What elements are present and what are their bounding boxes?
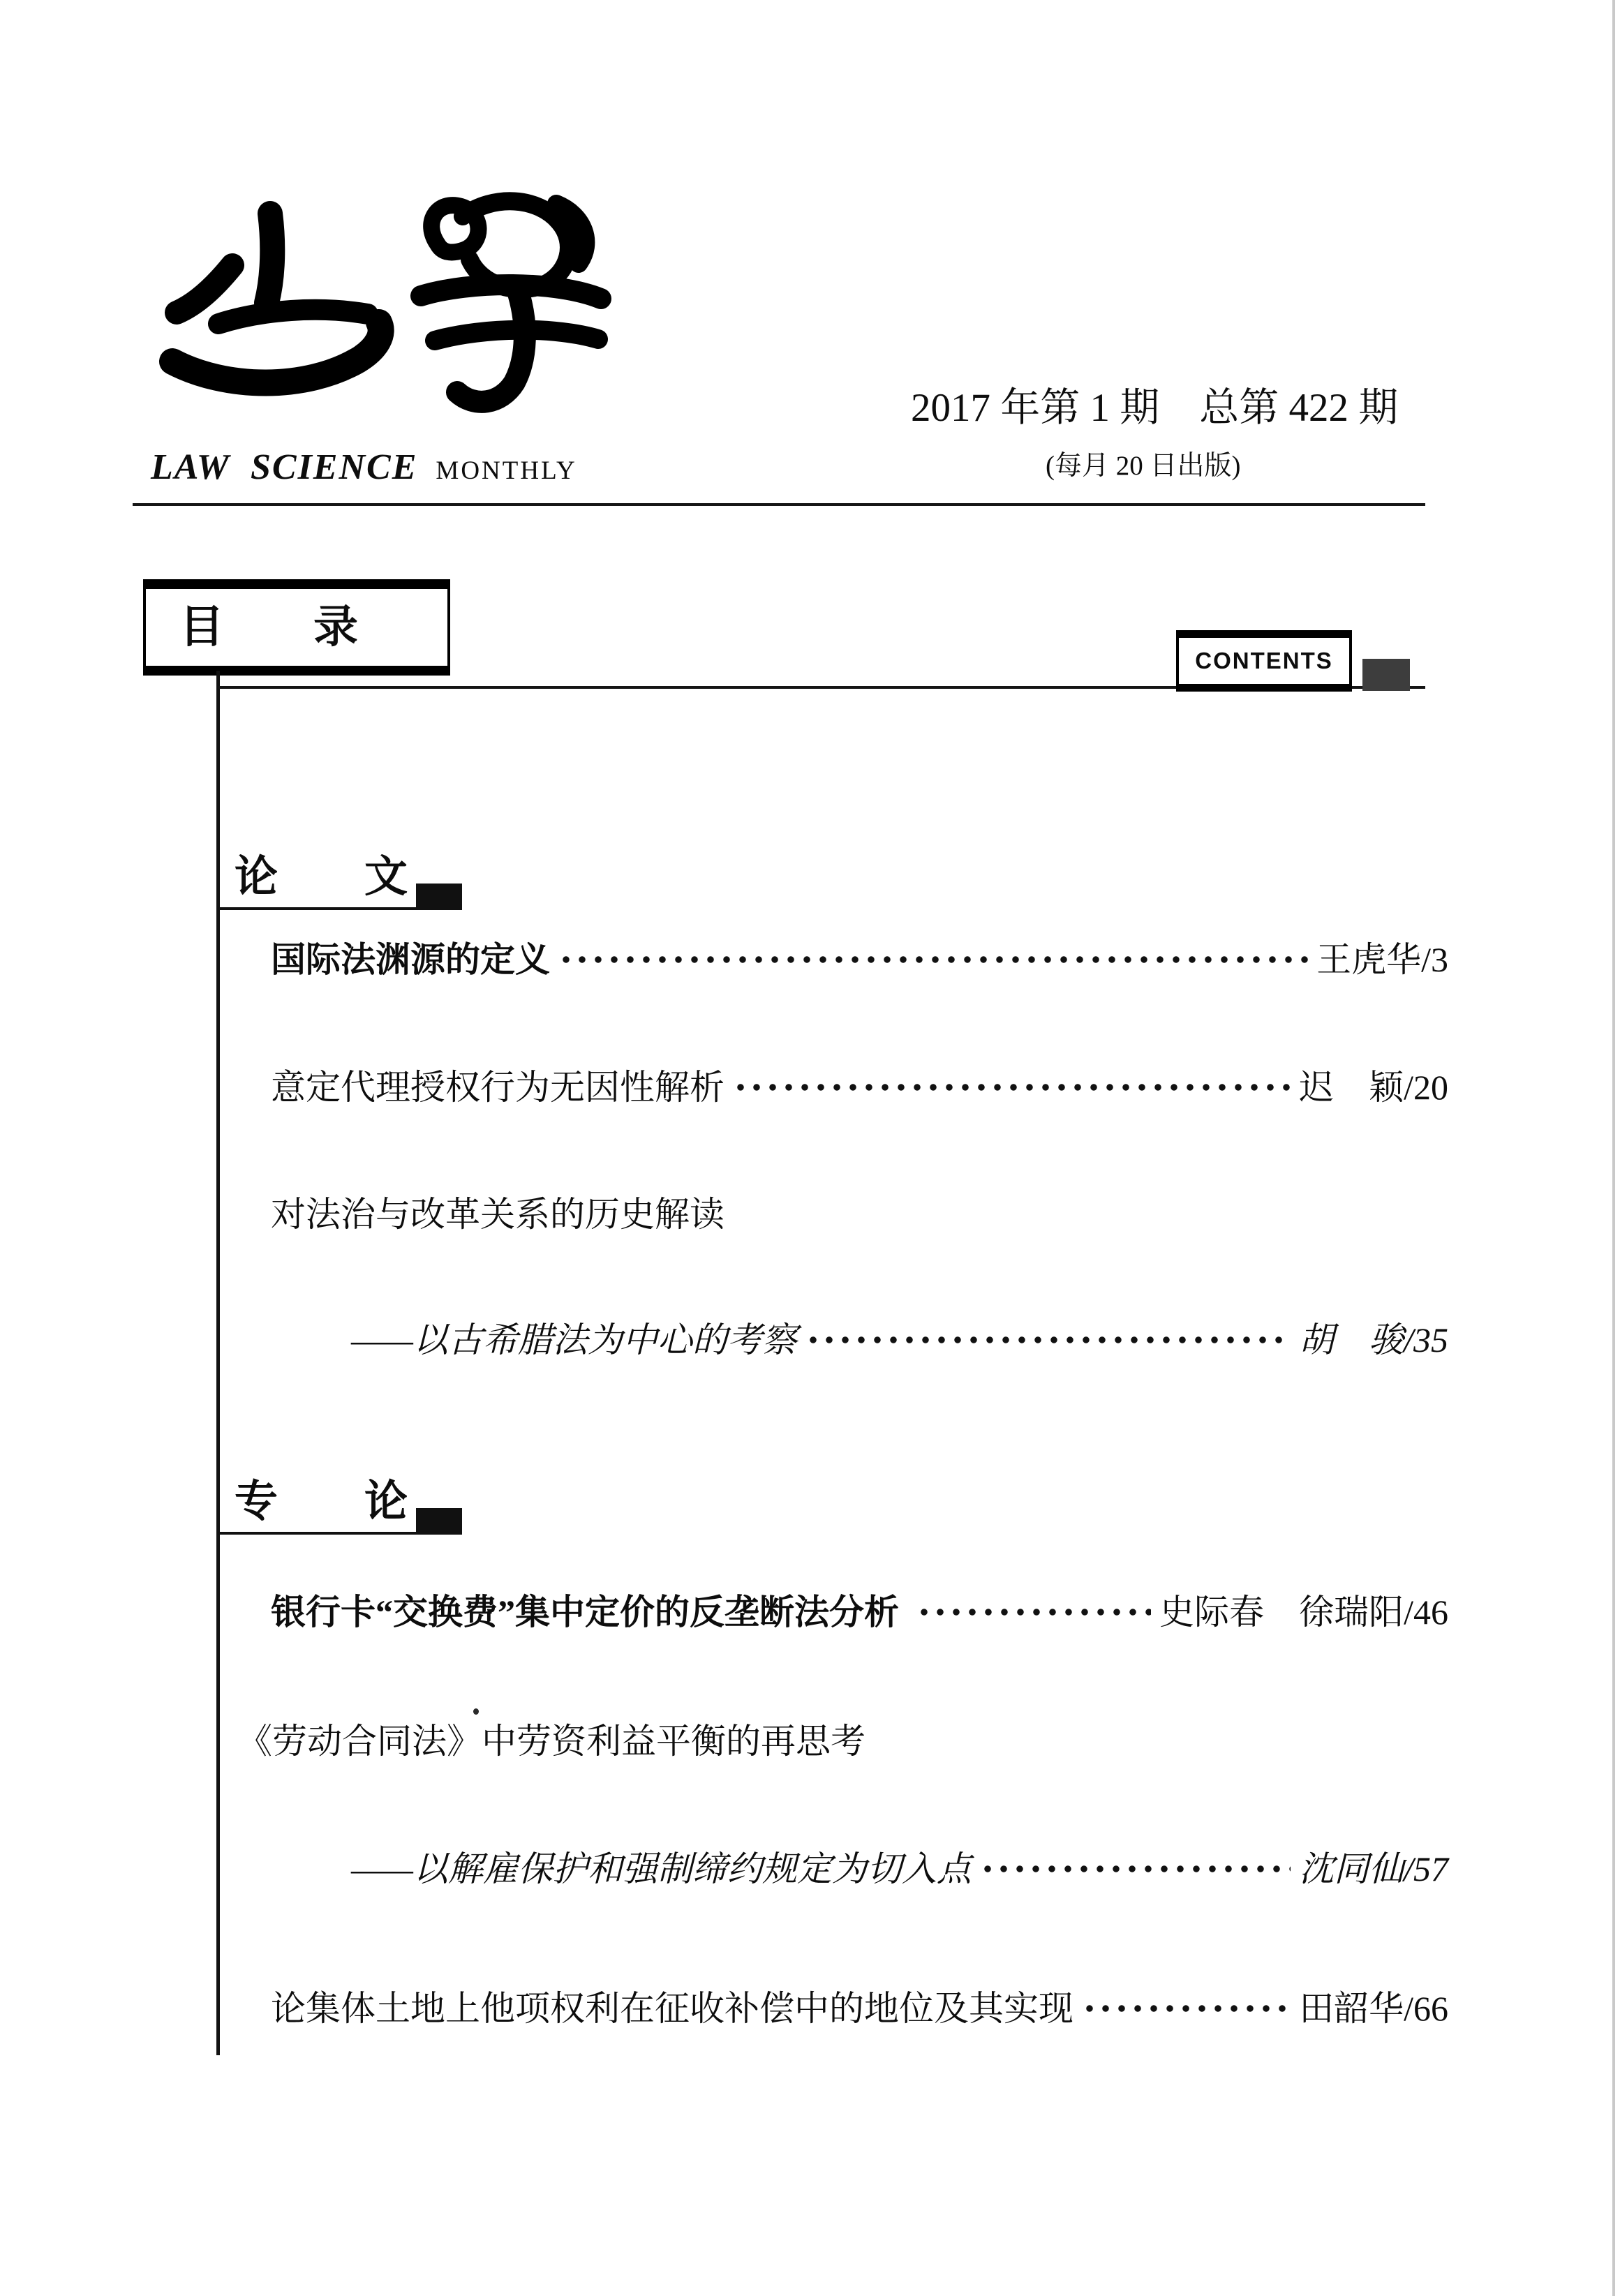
contents-title-box xyxy=(143,579,450,676)
article-title: 国际法渊源的定义 xyxy=(271,940,550,979)
section-label: 专 论 xyxy=(235,1478,408,1526)
article-title: 论集体土地上他项权利在征收补偿中的地位及其实现 xyxy=(271,1989,1073,2028)
article-author-page: 王虎华/3 xyxy=(1316,940,1448,979)
article-title: 意定代理授权行为无因性解析 xyxy=(271,1068,724,1107)
contents-title-english-box xyxy=(1176,630,1352,692)
article-title: 对法治与改革关系的历史解读 xyxy=(271,1195,724,1234)
article-subtitle: ——以古希腊法为中心的考察 xyxy=(351,1320,797,1359)
toc-entry xyxy=(271,1059,1448,1115)
article-author-page: 沈同仙/57 xyxy=(1299,1849,1448,1888)
dot-leader xyxy=(983,1864,1291,1874)
dot-leader xyxy=(919,1607,1152,1617)
faxue-calligraphy-logo xyxy=(136,183,618,426)
article-author-page: 田韶华/66 xyxy=(1299,1989,1448,2028)
journal-name-law-science: LAW SCIENCE xyxy=(151,447,418,487)
contents-title-chinese: 目 录 xyxy=(179,602,358,652)
contents-black-square xyxy=(1362,659,1410,691)
article-author-page: 胡 骏/35 xyxy=(1299,1320,1448,1359)
masthead-divider-rule xyxy=(133,503,1425,506)
toc-entry xyxy=(271,1186,1448,1242)
dot-leader xyxy=(736,1082,1291,1092)
article-subtitle: ——以解雇保护和强制缔约规定为切入点 xyxy=(351,1849,972,1888)
section-header-zhuanlun xyxy=(218,1455,461,1535)
article-title: 《劳动合同法》中劳资利益平衡的再思考 xyxy=(237,1722,865,1761)
article-author-page: 史际春 徐瑞阳/46 xyxy=(1159,1593,1448,1632)
dot-leader xyxy=(1085,2004,1291,2013)
toc-entry xyxy=(271,1584,1448,1640)
contents-title-english: CONTENTS xyxy=(1195,648,1333,673)
issue-number-line: 2017 年第 1 期 总第 422 期 xyxy=(911,386,1399,430)
scan-edge-line xyxy=(1612,0,1615,2296)
toc-entry-subtitle xyxy=(271,1841,1448,1897)
publish-schedule-note: (每月 20 日出版) xyxy=(1046,451,1241,481)
journal-name-english xyxy=(140,434,577,500)
article-title: 银行卡“交换费”集中定价的反垄断法分析 xyxy=(271,1593,908,1632)
section-black-square xyxy=(416,884,462,910)
section-black-square xyxy=(416,1508,462,1535)
scan-speck xyxy=(473,1708,479,1715)
dot-leader xyxy=(561,955,1308,964)
toc-entry xyxy=(271,1981,1448,2036)
article-author-page: 迟 颖/20 xyxy=(1299,1068,1448,1107)
brush-stroke-art xyxy=(136,183,618,426)
dot-leader xyxy=(808,1335,1291,1345)
journal-frequency-monthly: MONTHLY xyxy=(436,456,577,485)
section-label: 论 文 xyxy=(235,853,408,901)
section-header-lunwen xyxy=(218,830,461,910)
toc-entry xyxy=(271,932,1448,987)
toc-entry-subtitle xyxy=(271,1312,1448,1368)
toc-entry xyxy=(237,1713,1448,1769)
